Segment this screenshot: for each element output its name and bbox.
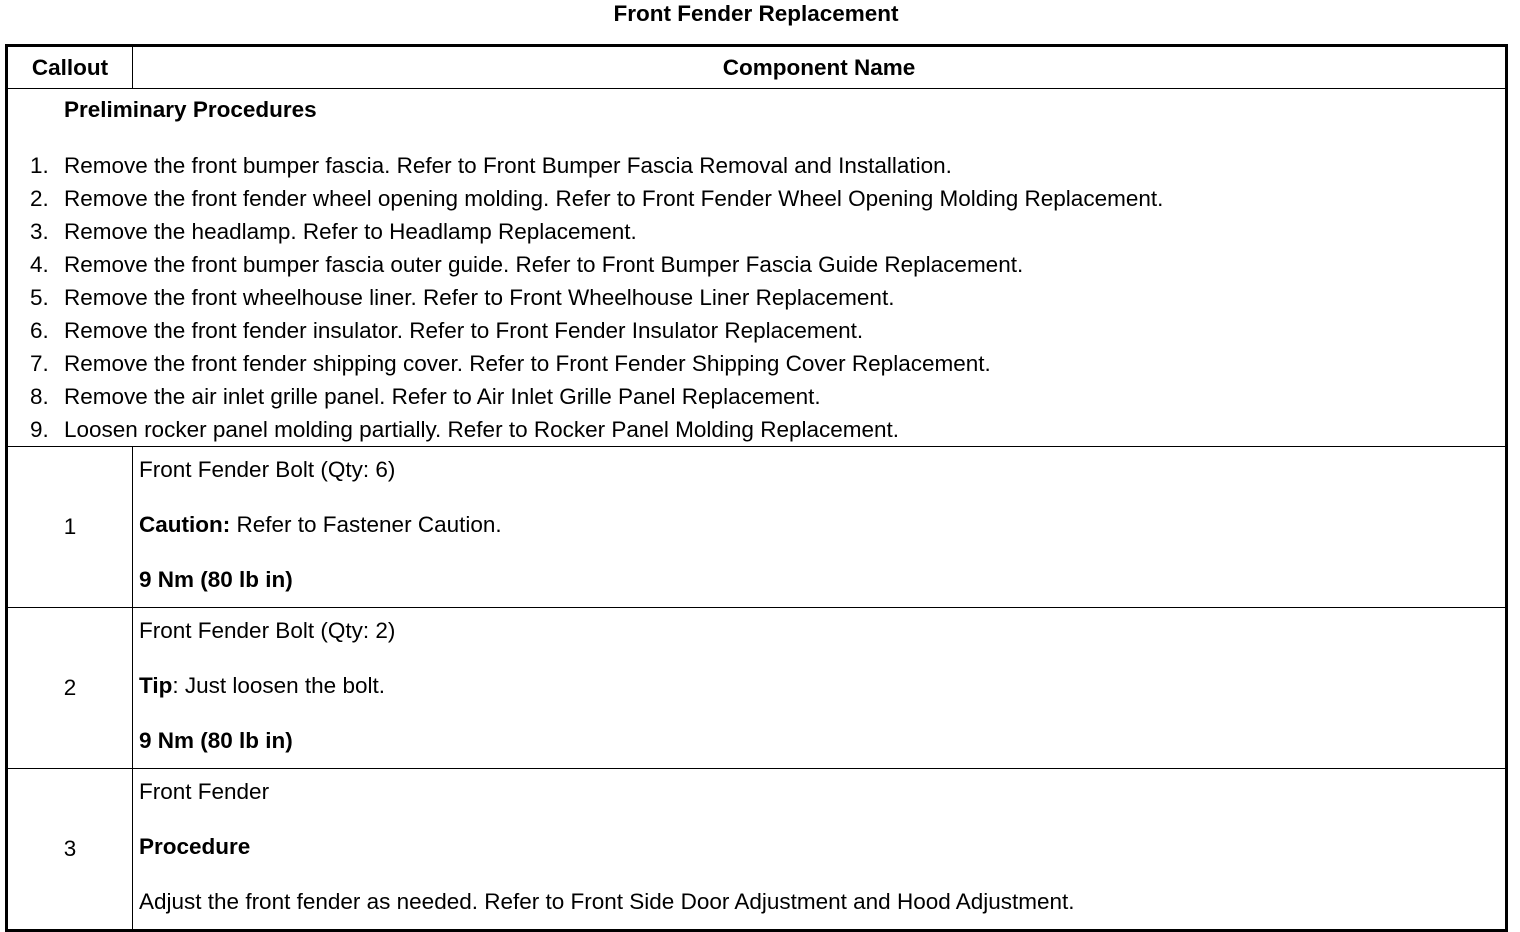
component-name: Front Fender Bolt (Qty: 2) (139, 618, 396, 643)
step-number: 4. (30, 252, 49, 277)
note-text: Refer to Fastener Caution. (230, 512, 502, 537)
callout-number: 1 (7, 447, 133, 608)
note-label: Tip (139, 673, 173, 698)
note-text: : Just loosen the bolt. (172, 673, 385, 698)
step-text: Remove the front bumper fascia outer guide. Refer to Front Bumper Fascia Guide Replacement. (64, 252, 1024, 277)
page-title: Front Fender Replacement (613, 1, 899, 26)
torque-spec (139, 552, 1505, 607)
step-number: 3. (30, 219, 49, 244)
procedure-text: Adjust the front fender as needed. Refer to Front Side Door Adjustment and Hood Adjustment. (139, 889, 1075, 914)
step-number: 2. (30, 186, 49, 211)
step-number: 8. (30, 384, 49, 409)
list-item (30, 182, 1505, 215)
preliminary-steps (30, 149, 1505, 446)
component-table (5, 44, 1508, 932)
list-item (30, 347, 1505, 380)
component-note (139, 658, 1505, 713)
list-item (30, 314, 1505, 347)
procedure-label: Procedure (139, 834, 251, 859)
table-row (7, 769, 1507, 931)
component-cell (133, 447, 1507, 608)
step-text: Remove the front fender wheel opening molding. Refer to Front Fender Wheel Opening Molding Replacement. (64, 186, 1164, 211)
list-item (30, 248, 1505, 281)
component-name-header: Component Name (133, 46, 1507, 89)
list-item (30, 380, 1505, 413)
step-text: Remove the front fender shipping cover. Refer to Front Fender Shipping Cover Replacement. (64, 351, 991, 376)
table-header-row (7, 46, 1507, 89)
torque-value: 9 Nm (80 lb in) (139, 728, 293, 753)
step-number: 6. (30, 318, 49, 343)
step-text: Remove the front wheelhouse liner. Refer to Front Wheelhouse Liner Replacement. (64, 285, 895, 310)
preliminary-procedures (7, 89, 1507, 447)
step-number: 9. (30, 417, 49, 442)
table-row (7, 447, 1507, 608)
callout-number: 3 (7, 769, 133, 931)
component-name: Front Fender Bolt (Qty: 6) (139, 457, 396, 482)
table-row (7, 608, 1507, 769)
step-text: Remove the headlamp. Refer to Headlamp Replacement. (64, 219, 637, 244)
torque-value: 9 Nm (80 lb in) (139, 567, 293, 592)
note-label: Caution: (139, 512, 231, 537)
step-text: Remove the front fender insulator. Refer to Front Fender Insulator Replacement. (64, 318, 864, 343)
torque-spec (139, 713, 1505, 768)
step-text: Remove the front bumper fascia. Refer to Front Bumper Fascia Removal and Installation. (64, 153, 952, 178)
step-number: 1. (30, 153, 49, 178)
component-cell (133, 769, 1507, 931)
callout-number: 2 (7, 608, 133, 769)
list-item (30, 281, 1505, 314)
component-note (139, 819, 1505, 874)
preliminary-row (7, 89, 1507, 447)
step-text: Remove the air inlet grille panel. Refer to Air Inlet Grille Panel Replacement. (64, 384, 821, 409)
component-cell (133, 608, 1507, 769)
list-item (30, 149, 1505, 182)
component-name: Front Fender (139, 779, 270, 804)
step-number: 7. (30, 351, 49, 376)
step-number: 5. (30, 285, 49, 310)
callout-header: Callout (7, 46, 133, 89)
list-item (30, 215, 1505, 248)
preliminary-heading: Preliminary Procedures (64, 97, 317, 122)
component-note (139, 497, 1505, 552)
step-text: Loosen rocker panel molding partially. Refer to Rocker Panel Molding Replacement. (64, 417, 900, 442)
